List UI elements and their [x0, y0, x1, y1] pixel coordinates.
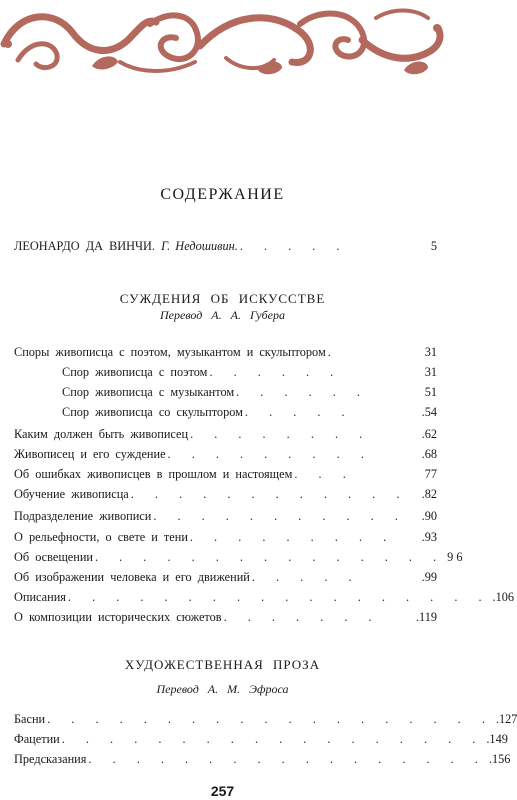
- toc-leader-dots: . . . . . . .: [223, 610, 381, 624]
- toc-entry-title: Предсказания: [14, 752, 87, 766]
- toc-leader-dots: . . . . . . . . . . .: [153, 509, 407, 523]
- toc-entry-title: [14, 239, 238, 254]
- toc-leader-dots: .: [327, 345, 340, 359]
- toc-page-number: .90: [421, 509, 437, 523]
- toc-leader-dots: . . . . . . . . .: [167, 447, 373, 461]
- toc-page-number: 77: [424, 467, 437, 481]
- toc-entry: [14, 446, 437, 462]
- toc-page-number: 51: [424, 385, 437, 399]
- toc-entry: [14, 486, 437, 502]
- toc-entry-title: О композиции исторических сюжетов: [14, 610, 222, 624]
- section-heading: ХУДОЖЕСТВЕННАЯ ПРОЗА: [124, 657, 321, 672]
- toc-page-number: 31: [424, 345, 437, 359]
- toc-entry: [14, 711, 517, 727]
- toc-leader-dots: . . . . .: [244, 405, 354, 419]
- toc-entry: [62, 404, 437, 420]
- toc-entry: [14, 529, 437, 545]
- toc-leader-dots: . . . . . .: [209, 365, 343, 379]
- section-heading: СУЖДЕНИЯ ОБ ИСКУССТВЕ: [119, 291, 326, 306]
- toc-entry-title: Спор живописца с поэтом: [62, 365, 208, 379]
- toc-leader-dots: . . . . . . . . . . . . . . . . .: [88, 752, 487, 766]
- toc-entry-title: Об ошибках живописцев в прошлом и настоящем: [14, 467, 293, 481]
- toc-entry-title: О рельефности, о свете и тени: [14, 530, 188, 544]
- decorative-ornament-icon: [0, 0, 445, 80]
- toc-leader-dots: . . . . . . . . . . . . . . . . . .: [61, 732, 485, 746]
- toc-entry-title: Описания: [14, 590, 66, 604]
- toc-entry-author: Г. Недошивин.: [161, 239, 238, 253]
- toc-entry-title: Фацетии: [14, 732, 60, 746]
- toc-entry: [62, 364, 437, 380]
- toc-page-number: .99: [421, 570, 437, 584]
- toc-entry: [14, 731, 508, 747]
- toc-leader-dots: . . . . . . . . .: [189, 530, 396, 544]
- toc-entry: [14, 426, 437, 442]
- toc-page-number: .156: [488, 752, 511, 766]
- toc-page-number: 5: [430, 239, 437, 253]
- toc-page-number: .119: [415, 610, 437, 624]
- toc-page-number: 31: [424, 365, 437, 379]
- toc-page-number: .62: [421, 427, 437, 441]
- toc-page-number: 9 6: [447, 550, 463, 564]
- toc-entry: [14, 569, 437, 585]
- section-translator: Перевод А. М. Эфроса: [156, 682, 289, 696]
- page-number: 257: [210, 783, 235, 799]
- toc-entry-title: Подразделение живописи: [14, 509, 152, 523]
- toc-page-number: .54: [421, 405, 437, 419]
- toc-entry-title: Басни: [14, 712, 46, 726]
- toc-entry-title: Живописец и его суждение: [14, 447, 166, 461]
- toc-page-number: .127: [495, 712, 517, 726]
- toc-entry-title: Споры живописца с поэтом, музыкантом и скульптором: [14, 345, 326, 359]
- toc-leader-dots: . . . . . . . . . . . . . . . . . . .: [47, 712, 494, 726]
- toc-entry-title: Каким должен быть живописец: [14, 427, 189, 441]
- toc-entry: [14, 589, 515, 605]
- toc-entry: [14, 344, 437, 360]
- toc-page-number: .106: [492, 590, 515, 604]
- toc-entry: [14, 508, 437, 524]
- toc-entry-title: Спор живописца со скульптором: [62, 405, 243, 419]
- toc-entry: [14, 609, 437, 625]
- toc-leader-dots: . . . . . . . . . . . . . . .: [95, 550, 446, 564]
- toc-entry-title: Спор живописца с музыкантом: [62, 385, 235, 399]
- toc-page-number: .68: [421, 447, 437, 461]
- toc-entry-title: Обучение живописца: [14, 487, 129, 501]
- page-title: СОДЕРЖАНИЕ: [160, 186, 285, 203]
- toc-entry: [14, 549, 463, 565]
- toc-entry: [14, 751, 511, 767]
- toc-leader-dots: . . .: [294, 467, 355, 481]
- toc-page-number: .82: [421, 487, 437, 501]
- toc-entry-title: Об изображении человека и его движений: [14, 570, 250, 584]
- toc-entry: [14, 466, 437, 482]
- toc-leader-dots: . . . . . . . .: [190, 427, 372, 441]
- toc-leader-dots: . . . . . . . . . . . . . . . . . .: [67, 590, 491, 604]
- toc-leader-dots: . . . . .: [239, 239, 349, 253]
- toc-entry-leonardo: [14, 238, 437, 254]
- toc-page-number: .93: [421, 530, 437, 544]
- toc-entry-title: Об освещении: [14, 550, 93, 564]
- section-translator: Перевод А. А. Губера: [160, 308, 285, 322]
- toc-entry: [62, 384, 437, 400]
- toc-leader-dots: . . . . . .: [236, 385, 369, 399]
- toc-page-number: .149: [486, 732, 508, 746]
- toc-leader-dots: . . . . .: [251, 570, 361, 584]
- toc-entry-name: ЛЕОНАРДО ДА ВИНЧИ.: [14, 239, 156, 253]
- toc-leader-dots: . . . . . . . . . . . .: [130, 487, 409, 501]
